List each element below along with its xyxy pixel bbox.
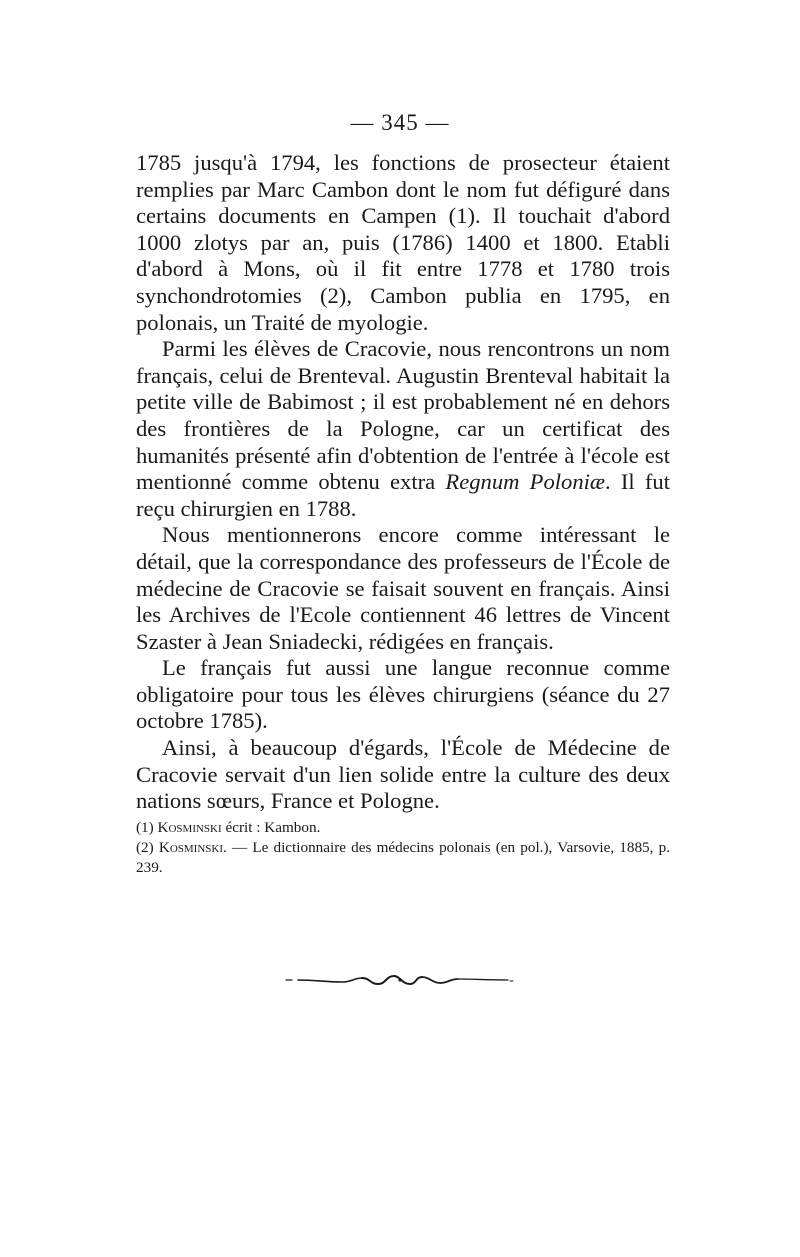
footnote-marker: (1) [136,819,158,836]
paragraph [136,735,670,815]
tail-piece-ornament [282,968,518,992]
footnote-marker: (2) [136,839,159,856]
footnote-author: Kosminski [158,839,224,856]
paragraph-text: Ainsi, à beaucoup d'égards, l'École de Médecine de Cracovie servait d'un lien solide entre la culture des deux nations sœurs, France et Pologne. [136,735,670,814]
paragraph-text: 1785 jusqu'à 1794, les fonctions de prosecteur étaient remplies par Marc Cambon dont le nom fut défiguré dans certains documents en Campen (1). Il touchait d'abord 1000 zlotys par an, puis (1786) 1400 et 1800. Etabli d'abord à Mons, où il fit entre 1778 et 1780 trois synchondrotomies (2), Cambon publia en 1795, en polonais, un Traité de myologie. [136,150,670,335]
paragraph-text: Nous mentionnerons encore comme intéressant le détail, que la correspondance des professeurs de l'École de médecine de Cracovie se faisait souvent en français. Ainsi les Archives de l'Ecole contiennent 46 lettres de Vincent Szaster à Jean Sniadecki, rédigées en français. [136,522,670,654]
footnote [136,818,670,838]
paragraph [136,522,670,655]
page-number: — 345 — [350,110,450,135]
footnote [136,838,670,878]
italic-text: Regnum Poloniæ [445,469,605,495]
paragraph-text: Le français fut aussi une langue reconnue comme obligatoire pour tous les élèves chirurgiens (séance du 27 octobre 1785). [136,655,670,734]
footnote-author: Kosminski [157,819,222,836]
paragraph-text: . Il fut reçu chirurgien en 1788. [136,469,670,521]
footnotes [136,818,670,878]
paragraph [136,655,670,735]
body-text [136,150,670,815]
paragraph [136,336,670,522]
footnote-text: écrit : Kambon. [221,819,321,836]
footnote-text: . — Le dictionnaire des médecins polonais (en pol.), Varsovie, 1885, p. 239. [136,839,670,876]
paragraph-text: Parmi les élèves de Cracovie, nous rencontrons un nom français, celui de Brenteval. Augustin Brenteval habitait la petite ville de Babimost ; il est probablement né en dehors des frontières de la Pologne, car un certificat des humanités présenté afin d'obtention de l'entrée à l'école est mentionné comme obtenu extra [136,336,670,495]
paragraph [136,150,670,336]
